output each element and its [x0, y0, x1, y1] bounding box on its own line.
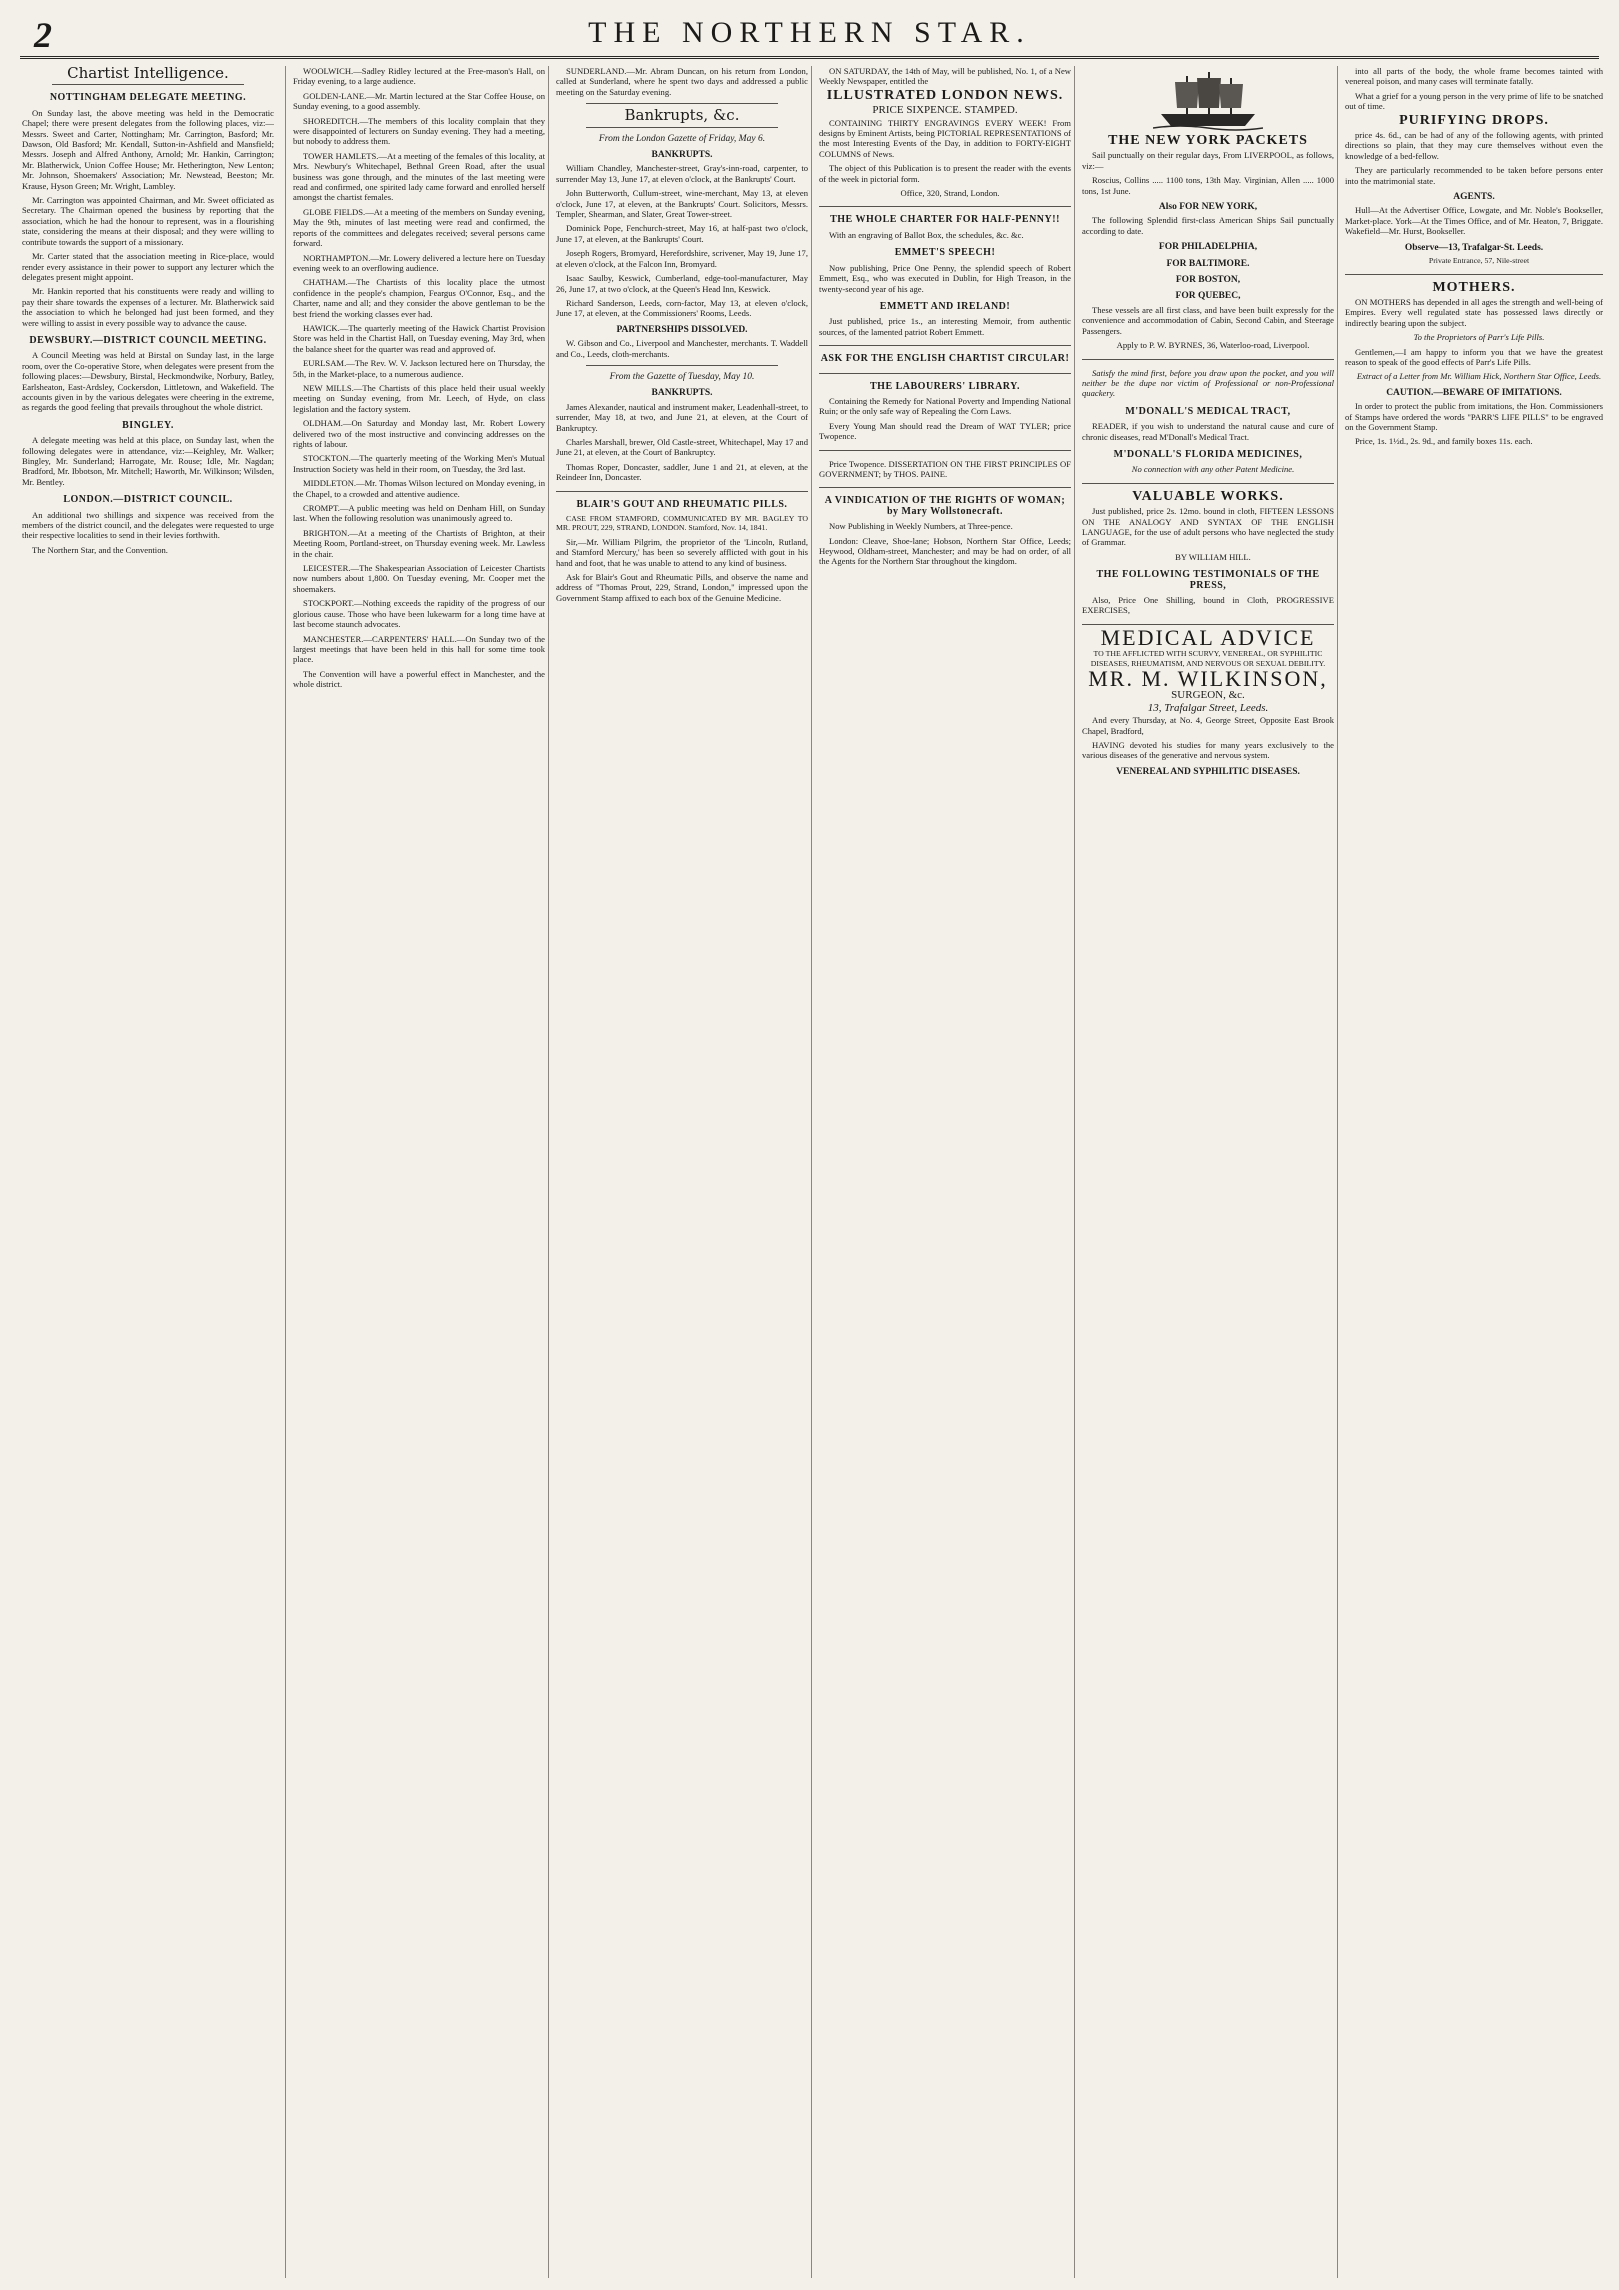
columns	[22, 66, 1602, 2278]
article-paragraph: STOCKTON.—The quarterly meeting of the Working Men's Mutual Instruction Society was held in their room, on Tuesday, the 3rd last.	[293, 453, 545, 474]
ad-author: BY WILLIAM HILL.	[1175, 551, 1251, 562]
article-paragraph: MANCHESTER.—CARPENTERS' HALL.—On Sunday two of the largest meetings that have been held in this hall for some time took place.	[293, 633, 545, 665]
ad-doctor-role: SURGEON, &c.	[1171, 689, 1245, 702]
column-4	[811, 66, 1071, 2278]
ad-paragraph: Satisfy the mind first, before you draw upon the pocket, and you will neither be the dupe nor victim of Professional or non-Professional quackery.	[1082, 367, 1334, 399]
article-paragraph: BRIGHTON.—At a meeting of the Chartists of Brighton, at their Meeting Room, Portland-street, on Thursday evening week. Mr. Lawless in the chair.	[293, 527, 545, 559]
column-5	[1074, 66, 1334, 2278]
ad-paragraph: Extract of a Letter from Mr. William Hick, Northern Star Office, Leeds.	[1356, 371, 1602, 382]
ad-paragraph: What a grief for a young person in the very prime of life to be snatched out of time.	[1345, 90, 1603, 112]
divider	[819, 345, 1071, 346]
ad-paragraph: No connection with any other Patent Medicine.	[1131, 464, 1295, 475]
ad-paragraph: Every Young Man should read the Dream of WAT TYLER; price Twopence.	[819, 420, 1071, 442]
gazette-date: From the London Gazette of Friday, May 6.	[598, 133, 766, 144]
article-paragraph: CROMPT.—A public meeting was held on Denham Hill, on Sunday last. When the following resolution was unanimously agreed to.	[293, 503, 545, 524]
ad-title: MOTHERS.	[1432, 279, 1516, 295]
ad-paragraph: ON MOTHERS has depended in all ages the strength and well-being of Empires. Every well regulated state has possessed laws directly or indirectly bearing upon the subject.	[1345, 296, 1603, 328]
article-heading: NOTTINGHAM DELEGATE MEETING.	[49, 92, 247, 104]
article-paragraph: An additional two shillings and sixpence was received from the members of the district council, and the delegates were requested to urge their respective localities to send in their levies forthwith.	[22, 509, 274, 541]
ad-title: M'DONALL'S FLORIDA MEDICINES,	[1113, 448, 1303, 460]
bankrupt-entry: James Alexander, nautical and instrument maker, Leadenhall-street, to surrender, May 18, at two, and June 21, at eleven, at the Court of Bankruptcy.	[556, 401, 808, 433]
ad-subtitle: TO THE AFFLICTED WITH SCURVY, VENEREAL, OR SYPHILITIC DISEASES, RHEUMATISM, AND NERVOUS OR SEXUAL DEBILITY.	[1090, 649, 1326, 668]
article-paragraph: On Sunday last, the above meeting was held in the Democratic Chapel; there were present delegates from the following places, viz:— Messrs. Sweet and Carter, Nottingham; Mr. Carrington, Basford; Mr. Dawson, Old Basford; Mr. Kendall, Sutton-in-Ashfield and Mansfield; Messrs. Joseph and Alfred Anthony, Arnold; Mr. Hankin, Carrington; Mr. Blatherwick, Union Coffee House; Mr. Hetherington, New Lenton; Mr. Johnson, Shoemakers' Association; Mr. Newstead, Beeston; Mr. Krause, Hyson Green; Mr. Wright, Lambley.	[22, 107, 274, 191]
article-heading: BINGLEY.	[122, 419, 174, 431]
ad-paragraph: ON SATURDAY, the 14th of May, will be published, No. 1, of a New Weekly Newspaper, entitled the	[819, 66, 1071, 87]
ad-paragraph: READER, if you wish to understand the natural cause and cure of chronic diseases, read M'Donall's Medical Tract.	[1082, 421, 1334, 442]
ad-paragraph: Just published, price 1s., an interesting Memoir, from authentic sources, of the lamented patriot Robert Emmett.	[819, 316, 1071, 337]
destination-label: FOR BOSTON,	[1175, 275, 1241, 286]
article-paragraph: LEICESTER.—The Shakespearian Association of Leicester Chartists now numbers about 1,800. On Tuesday evening, Mr. Cooper met the shoemakers.	[293, 563, 545, 594]
page-number: 2	[34, 15, 52, 55]
article-paragraph: WOOLWICH.—Sadley Ridley lectured at the Free-mason's Hall, on Friday evening, to a large audience.	[293, 66, 545, 87]
ad-title: EMMETT AND IRELAND!	[879, 300, 1011, 312]
list-label: BANKRUPTS.	[651, 388, 713, 399]
article-paragraph: A delegate meeting was held at this place, on Sunday last, when the following delegates were in attendance, viz:—Keighley, Mr. Walker; Bingley, Mr. Sunderland; Harrogate, Mr. Rouse; Idle, Mr. Nagdan; Bradford, Mr. Ibbotson, Mr. Mitchell; Haworth, Mr. Wilkinson; Wilsden, Mr. Bentley.	[22, 435, 274, 487]
ad-paragraph: into all parts of the body, the whole frame becomes tainted with venereal poison, and many cases will terminate fatally.	[1345, 66, 1603, 87]
article-paragraph: Mr. Hankin reported that his constituents were ready and willing to pay their share towards the expenses of a lecturer. Mr. Blatherwick said the association to which he belonged had just been formed, and they were willing to assist in every possible way to advance the cause.	[22, 286, 274, 328]
ad-paragraph: And every Thursday, at No. 4, George Street, Opposite East Brook Chapel, Bradford,	[1082, 715, 1334, 736]
bankrupt-entry: Thomas Roper, Doncaster, saddler, June 1 and 21, at eleven, at the Reindeer Inn, Doncaster.	[556, 461, 808, 483]
article-paragraph: MIDDLETON.—Mr. Thomas Wilson lectured on Monday evening, in the Chapel, to a crowded and attentive audience.	[293, 478, 545, 499]
article-heading: DEWSBURY.—DISTRICT COUNCIL MEETING.	[29, 334, 267, 346]
divider	[556, 491, 808, 492]
ad-title: THE NEW YORK PACKETS	[1108, 133, 1308, 148]
ad-paragraph: Containing the Remedy for National Poverty and Impending National Ruin; or the only safe way of Repealing the Corn Laws.	[819, 395, 1071, 417]
ad-title: EMMET'S SPEECH!	[894, 247, 996, 259]
ad-doctor-name: MR. M. WILKINSON,	[1088, 666, 1328, 692]
divider	[819, 450, 1071, 451]
destination-label: FOR BALTIMORE.	[1166, 258, 1250, 269]
ad-title: VALUABLE WORKS.	[1132, 488, 1284, 504]
ship-list: Roscius, Collins ..... 1100 tons, 13th May. Virginian, Allen ..... 1000 tons, 1st June.	[1082, 175, 1334, 196]
bankrupt-entry: Dominick Pope, Fenchurch-street, May 16, at half-past two o'clock, June 17, at eleven, at the Bankrupts' Court.	[556, 223, 808, 244]
article-paragraph: GOLDEN-LANE.—Mr. Martin lectured at the Star Coffee House, on Sunday evening, to a good assembly.	[293, 90, 545, 112]
gazette-date: From the Gazette of Tuesday, May 10.	[609, 371, 755, 382]
sailing-ship-icon	[1153, 70, 1263, 132]
divider	[1082, 483, 1334, 484]
article-paragraph: STOCKPORT.—Nothing exceeds the rapidity of the progress of our glorious cause. Those who have been lukewarm for a long time have at last become staunch advocates.	[293, 598, 545, 630]
masthead	[20, 12, 1599, 59]
ad-subheading: VENEREAL AND SYPHILITIC DISEASES.	[1116, 766, 1300, 777]
divider	[586, 365, 778, 366]
ad-title: BLAIR'S GOUT AND RHEUMATIC PILLS.	[576, 498, 788, 510]
ad-paragraph: Gentlemen,—I am happy to inform you that we have the greatest reason to speak of the good effects of Parr's Life Pills.	[1345, 346, 1603, 367]
article-paragraph: OLDHAM.—On Saturday and Monday last, Mr. Robert Lowery delivered two of the most instructive and convincing addresses on the rights of labour.	[293, 418, 545, 449]
ad-title: M'DONALL'S MEDICAL TRACT,	[1125, 405, 1291, 417]
ad-paragraph: Just published, price 2s. 12mo. bound in cloth, FIFTEEN LESSONS ON THE ANALOGY AND SYNTAX OF THE ENGLISH LANGUAGE, for the use of adult persons who have neglected the study of Grammar.	[1082, 506, 1334, 548]
ad-paragraph: The object of this Publication is to present the reader with the events of the week in pictorial form.	[819, 163, 1071, 184]
article-paragraph: Mr. Carrington was appointed Chairman, and Mr. Sweet officiated as Secretary. The Chairman opened the business by reporting that the association, which he had the honour to represent, was in a flourishing state, considering the means at their disposal; and they were willing to contribute towards the support of a missionary.	[22, 195, 274, 247]
ad-paragraph: In order to protect the public from imitations, the Hon. Commissioners of Stamps have ordered the words "PARR'S LIFE PILLS" to be engraved on the Government Stamp.	[1345, 401, 1603, 432]
ad-paragraph: HAVING devoted his studies for many years exclusively to the various diseases of the generative and nervous system.	[1082, 740, 1334, 761]
ad-paragraph: Also, Price One Shilling, bound in Cloth, PROGRESSIVE EXERCISES,	[1082, 595, 1334, 616]
packets-ad	[1082, 133, 1334, 148]
article-paragraph: NEW MILLS.—The Chartists of this place held their usual weekly meeting on Sunday evening, from Mr. Leech, of Hyde, on class legislation and the factory system.	[293, 382, 545, 414]
ad-paragraph: The following Splendid first-class American Ships Sail punctually according to date.	[1082, 215, 1334, 236]
ad-paragraph: Sir,—Mr. William Pilgrim, the proprietor of the 'Lincoln, Rutland, and Stamford Mercury,' has been so severely afflicted with gout in his hand and foot, that he was unable to attend to any kind of business.	[556, 536, 808, 568]
ad-paragraph: London: Cleave, Shoe-lane; Hobson, Northern Star Office, Leeds; Heywood, Oldham-street, Manchester; and may be had on order, of all the Agents for the Northern Star throughout the kingdom.	[819, 535, 1071, 567]
bankrupt-entry: Joseph Rogers, Bromyard, Herefordshire, scrivener, May 19, June 17, at eleven o'clock, at the Falcon Inn, Bromyard.	[556, 248, 808, 269]
ad-title: PURIFYING DROPS.	[1399, 112, 1549, 128]
ad-doctor-address: 13, Trafalgar Street, Leeds.	[1147, 701, 1269, 714]
column-heading: Chartist Intelligence.	[67, 66, 229, 82]
column-2	[285, 66, 545, 2278]
ad-paragraph: These vessels are all first class, and have been built expressly for the convenience and accommodation of Cabin, Second Cabin, and Steerage Passengers.	[1082, 304, 1334, 336]
ad-subheading: CAUTION.—BEWARE OF IMITATIONS.	[1386, 387, 1562, 398]
divider	[52, 84, 244, 85]
purifying-drops-ad	[1345, 112, 1603, 128]
list-label: BANKRUPTS.	[651, 150, 713, 161]
ad-title: THE FOLLOWING TESTIMONIALS OF THE PRESS,	[1096, 569, 1320, 591]
ad-address: Office, 320, Strand, London.	[900, 188, 1000, 199]
ad-title: THE LABOURERS' LIBRARY.	[870, 380, 1020, 392]
article-paragraph: Mr. Carter stated that the association meeting in Rice-place, would render every assistance in their power to support any lecturer which the delegates present might appoint.	[22, 251, 274, 282]
column-6	[1337, 66, 1603, 2278]
destination-label: FOR QUEBEC,	[1175, 291, 1241, 302]
divider	[1345, 274, 1603, 275]
divider	[1082, 359, 1334, 360]
article-paragraph: GLOBE FIELDS.—At a meeting of the members on Sunday evening, May the 9th, minutes of last meeting were read and confirmed, the reports of the committees and delegates received; several persons came forward.	[293, 206, 545, 249]
bankrupt-entry: John Butterworth, Cullum-street, wine-merchant, May 13, at eleven o'clock, June 17, at eleven, at the Bankrupts' Court. Solicitors, Messrs. Templer, Shearman, and Slater, Great Tower-street.	[556, 188, 808, 220]
valuable-works-ad	[1082, 488, 1334, 504]
article-paragraph: TOWER HAMLETS.—At a meeting of the females of this locality, at Mrs. Newbury's Whitechapel, Bethnal Green Road, after the usual business was gone through, and the minutes of the last meeting were read and confirmed, one spirited lady came forward and enrolled herself amongst the chartist females.	[293, 150, 545, 203]
article-paragraph: SUNDERLAND.—Mr. Abram Duncan, on his return from London, called at Sunderland, where he spent two days and addressed a public meeting on the Saturday evening.	[556, 66, 808, 97]
column-3	[548, 66, 808, 2278]
ad-paragraph: Price Twopence. DISSERTATION ON THE FIRST PRINCIPLES OF GOVERNMENT; by THOS. PAINE.	[819, 458, 1071, 479]
paper-title: THE NORTHERN STAR.	[588, 16, 1031, 49]
article-paragraph: EURLSAM.—The Rev. W. V. Jackson lectured here on Thursday, the 5th, in the Market-place, to a numerous audience.	[293, 358, 545, 379]
ad-paragraph: CASE FROM STAMFORD, COMMUNICATED BY MR. BAGLEY TO MR. PROUT, 229, STRAND, LONDON. Stamford, Nov. 14, 1841.	[556, 514, 808, 533]
divider	[819, 206, 1071, 207]
ad-title: A VINDICATION OF THE RIGHTS OF WOMAN; by Mary Wollstonecraft.	[824, 495, 1066, 517]
ad-paragraph: Sail punctually on their regular days, From LIVERPOOL, as follows, viz:—	[1082, 150, 1334, 171]
column-heading: Bankrupts, &c.	[624, 106, 740, 125]
ad-paragraph: price 4s. 6d., can be had of any of the following agents, with printed directions so plain, that they may cure themselves without even the knowledge of a bed-fellow.	[1345, 130, 1603, 161]
article-paragraph: CHATHAM.—The Chartists of this locality place the utmost confidence in the people's champion, Feargus O'Connor, Esq., and the Charter, name and all; and they consider the above gentleman to be the best friend the working classes ever had.	[293, 277, 545, 319]
bankrupt-entry: Richard Sanderson, Leeds, corn-factor, May 13, at eleven o'clock, June 17, at eleven, at the Commissioners' Rooms, Leeds.	[556, 297, 808, 319]
ad-paragraph: CONTAINING THIRTY ENGRAVINGS EVERY WEEK! From designs by Eminent Artists, being PICTORIAL REPRESENTATIONS of the most Interesting Events of the Day, in addition to FORTY-EIGHT COLUMNS of News.	[819, 117, 1071, 159]
ad-address: Observe—13, Trafalgar-St. Leeds.	[1404, 242, 1544, 253]
destination-label: FOR PHILADELPHIA,	[1158, 242, 1258, 253]
ad-title: MEDICAL ADVICE	[1100, 624, 1316, 650]
article-paragraph: A Council Meeting was held at Birstal on Sunday last, in the large room, over the Co-operative Store, when delegates were present from the following places:—Dewsbury, Birstal, Heckmondwike, Norbury, Batley, Earlsheaton, East-Ardsley, Cockersdon, Littletown, and Wakefield. The accounts given in by the various delegates were cheering in the extreme, as regards the good feeling that prevails throughout the whole district.	[22, 350, 274, 413]
ad-address: Apply to P. W. BYRNES, 36, Waterloo-road, Liverpool.	[1116, 340, 1310, 351]
bankrupt-entry: Charles Marshall, brewer, Old Castle-street, Whitechapel, May 17 and June 21, at eleven, at the Court of Bankruptcy.	[556, 436, 808, 458]
list-label: AGENTS.	[1453, 192, 1495, 203]
ad-paragraph: To the Proprietors of Parr's Life Pills.	[1413, 332, 1545, 343]
ad-paragraph: With an engraving of Ballot Box, the schedules, &c. &c.	[829, 229, 1024, 240]
article-paragraph: HAWICK.—The quarterly meeting of the Hawick Chartist Provision Store was held in the Chartist Hall, on Tuesday evening, May 3rd, when the balance sheet for the quarter was read and approved of.	[293, 322, 545, 354]
article-heading: LONDON.—DISTRICT COUNCIL.	[63, 494, 233, 506]
article-paragraph: SHOREDITCH.—The members of this locality complain that they were disappointed of lecturers on Sunday evening. They had a meeting, but nobody to address them.	[293, 115, 545, 147]
article-paragraph: NORTHAMPTON.—Mr. Lowery delivered a lecture here on Tuesday evening week to an overflowing audience.	[293, 252, 545, 273]
ad-price: PRICE SIXPENCE. STAMPED.	[872, 104, 1018, 117]
ad-paragraph: They are particularly recommended to be taken before persons enter into the matrimonial state.	[1345, 165, 1603, 186]
medical-advice-ad	[1082, 624, 1334, 714]
illustrated-news-ad	[819, 87, 1071, 117]
divider	[586, 103, 778, 104]
article-paragraph: The Convention will have a powerful effect in Manchester, and the whole district.	[293, 668, 545, 690]
ad-title: THE WHOLE CHARTER FOR HALF-PENNY!!	[830, 214, 1060, 226]
mothers-ad	[1345, 279, 1603, 295]
column-1	[22, 66, 274, 2278]
destination-label: Also FOR NEW YORK,	[1158, 202, 1258, 213]
partnership-entry: W. Gibson and Co., Liverpool and Manchester, merchants. T. Waddell and Co., Leeds, cloth-merchants.	[556, 338, 808, 359]
bankrupt-entry: William Chandley, Manchester-street, Gray's-inn-road, carpenter, to surrender May 13, June 17, at eleven o'clock, at the Bankrupts' Court.	[556, 163, 808, 184]
ad-paragraph: Hull—At the Advertiser Office, Lowgate, and Mr. Noble's Bookseller, Market-place. York—At the Times Office, and of Mr. Heaton, 7, Briggate. Wakefield—Mr. Hurst, Bookseller.	[1345, 205, 1603, 237]
ad-paragraph: Price, 1s. 1½d., 2s. 9d., and family boxes 11s. each.	[1355, 436, 1533, 447]
divider	[819, 373, 1071, 374]
ad-address: Private Entrance, 57, Nile-street	[1428, 256, 1530, 266]
ad-title: ILLUSTRATED LONDON NEWS.	[826, 87, 1064, 103]
bankrupt-entry: Isaac Saulby, Keswick, Cumberland, edge-tool-manufacturer, May 26, June 17, at two o'clock, at the Queen's Head Inn, Keswick.	[556, 273, 808, 294]
ad-paragraph: Ask for Blair's Gout and Rheumatic Pills, and observe the name and address of "Thomas Prout, 229, Strand, London," impressed upon the Government Stamp affixed to each box of the Genuine Medicine.	[556, 572, 808, 603]
divider	[819, 487, 1071, 488]
article-paragraph: The Northern Star, and the Convention.	[32, 544, 168, 555]
ad-title: ASK FOR THE ENGLISH CHARTIST CIRCULAR!	[820, 353, 1070, 365]
divider	[586, 127, 778, 128]
ad-paragraph: Now Publishing in Weekly Numbers, at Three-pence.	[829, 521, 1013, 532]
list-label: PARTNERSHIPS DISSOLVED.	[616, 324, 748, 335]
ad-paragraph: Now publishing, Price One Penny, the splendid speech of Robert Emmett, Esq., who was executed in Dublin, for High Treason, in the twenty-second year of his age.	[819, 262, 1071, 294]
